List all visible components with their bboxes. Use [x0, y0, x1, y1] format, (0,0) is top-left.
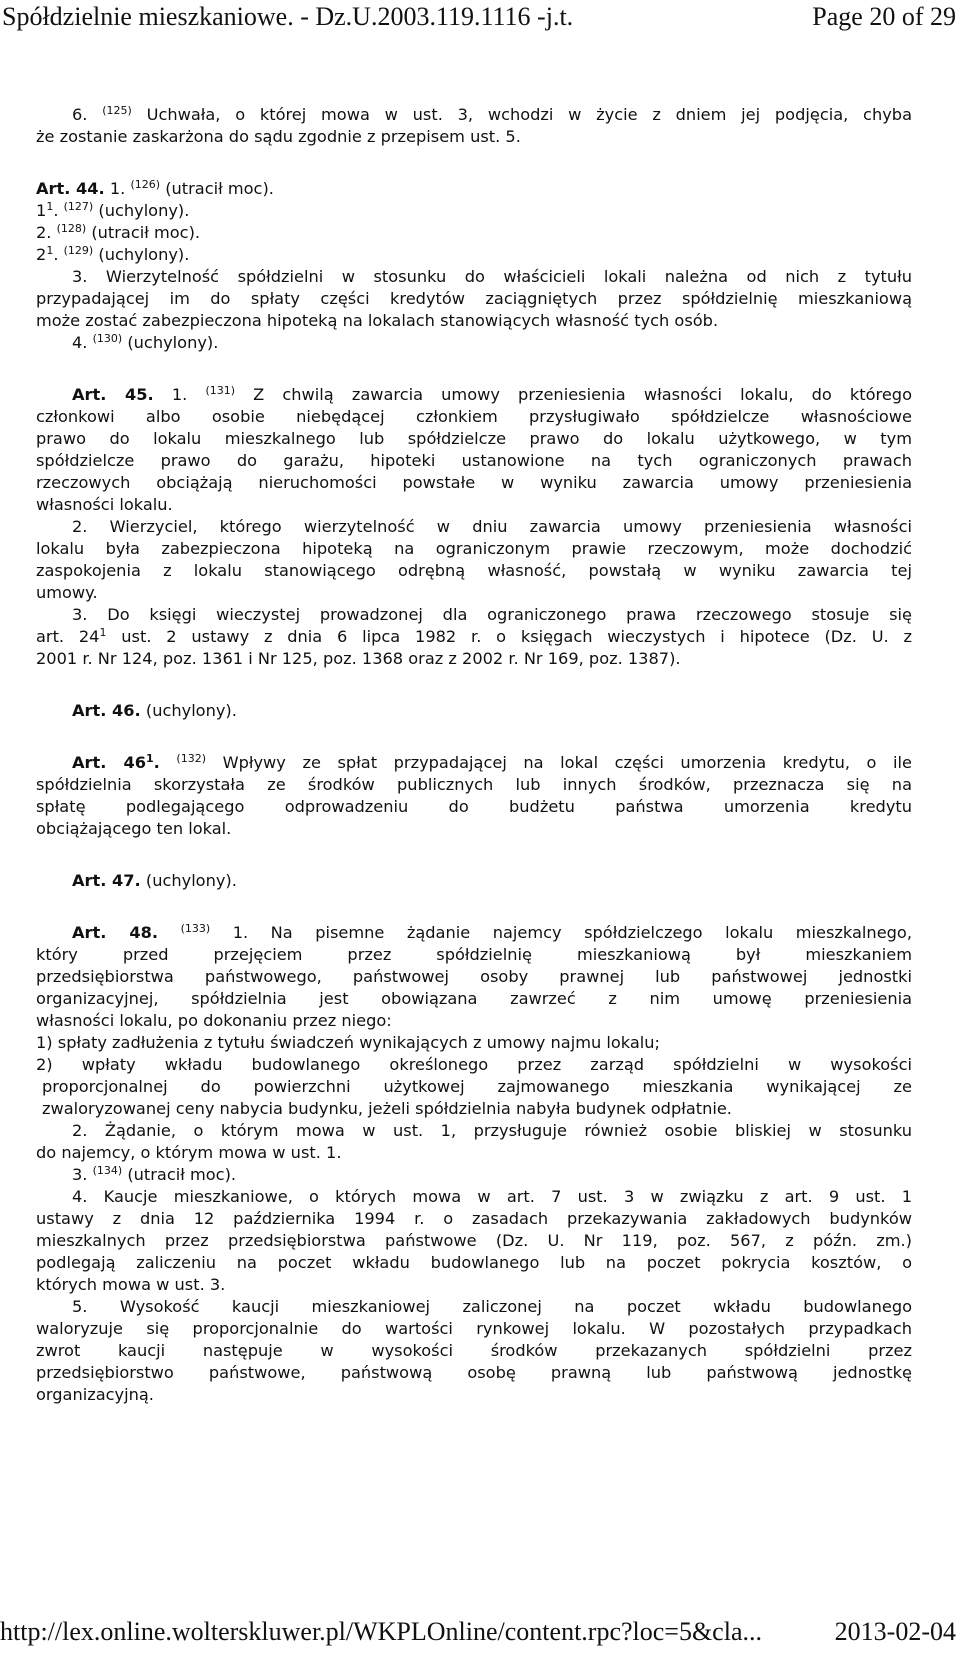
text-line: do najemcy, o którym mowa w ust. 1.	[36, 1143, 342, 1162]
text-line: $1^1$. $^{(127)}$ (uchylony).	[36, 200, 190, 220]
footnote-ref: (128)	[56, 222, 87, 235]
text-line: 4. Kaucje mieszkaniowe, o których mowa w art. 7 ust. 3 w związku z art. 9 ust. 1	[72, 1187, 912, 1206]
text-line: spłatę podlegającego odprowadzeniu do budżetu państwa umorzenia kredytu	[36, 797, 912, 816]
text-line: Art. 45. 1. $^{(131)}$ Z chwilą zawarcia umowy przeniesienia własności lokalu, do którego	[72, 384, 912, 404]
text-line: Art. 44. 1. $^{(126)}$ (utracił moc).	[36, 178, 274, 198]
text-line: umowy.	[36, 583, 98, 602]
footnote-ref: (133)	[180, 922, 211, 935]
text-line: może zostać zabezpieczona hipoteką na lokalach stanowiących własność tych osób.	[36, 311, 719, 330]
article-46	[36, 700, 912, 722]
text-line: 3. Wierzytelność spółdzielni w stosunku do właścicieli lokali należna od nich z tytułu	[72, 267, 912, 286]
text-line: Art. 46. (uchylony).	[72, 701, 237, 720]
page-number: Page 20 of 29	[812, 2, 956, 31]
text-line: lokalu była zabezpieczona hipoteką na ograniczonym prawie rzeczowym, może dochodzić	[36, 539, 912, 558]
page-header	[0, 0, 960, 40]
footnote-ref: (126)	[130, 178, 161, 191]
page-footer	[0, 1615, 960, 1654]
text-line: organizacyjną.	[36, 1385, 154, 1404]
document-title: Spółdzielnie mieszkaniowe. - Dz.U.2003.119.1116 -j.t.	[2, 2, 574, 31]
footnote-ref: (130)	[92, 332, 123, 345]
text-line: 2. Wierzyciel, którego wierzytelność w dniu zawarcia umowy przeniesienia własności	[72, 517, 912, 536]
text-line: $2^1$. $^{(129)}$ (uchylony).	[36, 244, 190, 264]
article-label: Art. 46.	[72, 701, 141, 720]
article-47	[36, 870, 912, 892]
text-line: zwrot kaucji następuje w wysokości środków przekazanych spółdzielni przez	[36, 1341, 912, 1360]
text-line: spółdzielcze prawo do garażu, hipoteki ustanowione na tych ograniczonych prawach	[36, 451, 912, 470]
text-line: własności lokalu.	[36, 495, 173, 514]
footnote-ref: (131)	[205, 384, 236, 397]
text-line: przedsiębiorstwo państwowe, państwową osobę prawną lub państwową jednostkę	[36, 1363, 912, 1382]
text-line: rzeczowych obciążają nieruchomości powstałe w wyniku zawarcia umowy przeniesienia	[36, 473, 912, 492]
text-line: członkowi albo osobie niebędącej członkiem przysługiwało spółdzielcze własnościowe	[36, 407, 912, 426]
text-line: Art. 47. (uchylony).	[72, 871, 237, 890]
article-label: Art. 48.	[72, 923, 159, 942]
text-line: 3. Do księgi wieczystej prowadzonej dla ograniczonego prawa rzeczowego stosuje się	[72, 605, 912, 624]
text-line: waloryzuje się proporcjonalnie do wartości rynkowej lokalu. W pozostałych przypadkach	[36, 1319, 912, 1338]
text-line: 5. Wysokość kaucji mieszkaniowej zaliczonej na poczet wkładu budowlanego	[72, 1297, 912, 1316]
footnote-ref: (127)	[63, 200, 94, 213]
text-line: mieszkalnych przez przedsiębiorstwa państwowe (Dz. U. Nr 119, poz. 567, z późn. zm.)	[36, 1231, 912, 1250]
text-line: prawo do lokalu mieszkalnego lub spółdzielcze prawo do lokalu użytkowego, w tym	[36, 429, 912, 448]
text-line: których mowa w ust. 3.	[36, 1275, 226, 1294]
source-url: http://lex.online.wolterskluwer.pl/WKPLOnline/content.rpc?loc=5&cla...	[0, 1617, 762, 1646]
list-item: 1) spłaty zadłużenia z tytułu świadczeń wynikających z umowy najmu lokalu;	[36, 1033, 660, 1052]
text-line: 3. $^{(134)}$ (utracił moc).	[72, 1164, 237, 1184]
paragraph-6	[36, 104, 912, 148]
article-48	[36, 922, 912, 1406]
text-line: który przed przejęciem przez spółdzielnię mieszkaniową był mieszkaniem	[36, 945, 912, 964]
text-line: art. $24^1$ ust. 2 ustawy z dnia 6 lipca 1982 r. o księgach wieczystych i hipotece (Dz. U. z	[36, 626, 913, 646]
article-label: Art. 44.	[36, 179, 105, 198]
document-body	[36, 104, 912, 1406]
text-line: Art. $46^1$. $^{(132)}$ Wpływy ze spłat przypadającej na lokal części umorzenia kredytu, o ile	[72, 752, 912, 772]
text-line: podlegają zaliczeniu na poczet wkładu budowlanego lub na poczet pokrycia kosztów, o	[36, 1253, 912, 1272]
article-label: Art. 47.	[72, 871, 141, 890]
text-line: że zostanie zaskarżona do sądu zgodnie z przepisem ust. 5.	[36, 127, 521, 146]
text-line: Art. 48. $^{(133)}$ 1. Na pisemne żądanie najemcy spółdzielczego lokalu mieszkalnego,	[72, 922, 912, 942]
article-label: Art. 45.	[72, 385, 154, 404]
article-label: Art. $46^1$.	[72, 752, 160, 772]
text-line: 2. Żądanie, o którym mowa w ust. 1, przysługuje również osobie bliskiej w stosunku	[72, 1121, 912, 1140]
list-item: 2) wpłaty wkładu budowlanego określonego przez zarząd spółdzielni w wysokości	[36, 1055, 912, 1074]
footnote-ref: (129)	[63, 244, 94, 257]
text-line: 2001 r. Nr 124, poz. 1361 i Nr 125, poz. 1368 oraz z 2002 r. Nr 169, poz. 1387).	[36, 649, 681, 668]
text-line: zwaloryzowanej ceny nabycia budynku, jeżeli spółdzielnia nabyła budynek odpłatnie.	[42, 1099, 732, 1118]
text-line: 4. $^{(130)}$ (uchylony).	[72, 332, 219, 352]
text-line: obciążającego ten lokal.	[36, 819, 232, 838]
text-line: proporcjonalnej do powierzchni użytkowej zajmowanego mieszkania wynikającej ze	[42, 1077, 912, 1096]
print-date: 2013-02-04	[834, 1617, 956, 1646]
text-line: 6. $^{(125)}$ Uchwała, o której mowa w ust. 3, wchodzi w życie z dniem jej podjęcia, chyba	[72, 104, 912, 124]
footnote-ref: (134)	[92, 1164, 123, 1177]
text-line: przedsiębiorstwa państwowego, państwowej osoby prawnej lub państwowej jednostki	[36, 967, 912, 986]
text-line: organizacyjnej, spółdzielnia jest obowiązana zawrzeć z nim umowę przeniesienia	[36, 989, 912, 1008]
text-line: przypadającej im do spłaty części kredytów zaciągniętych przez spółdzielnię mieszkaniową	[36, 289, 912, 308]
text-line: ustawy z dnia 12 października 1994 r. o zasadach przekazywania zakładowych budynków	[36, 1209, 912, 1228]
footnote-ref: (125)	[102, 104, 132, 117]
text-line: własności lokalu, po dokonaniu przez niego:	[36, 1011, 392, 1030]
text-line: zaspokojenia z lokalu stanowiącego odrębną własność, powstałą w wyniku zawarcia tej	[36, 561, 912, 580]
footnote-ref: (132)	[176, 752, 206, 765]
text-line: 2. $^{(128)}$ (utracił moc).	[36, 222, 201, 242]
text-line: spółdzielnia skorzystała ze środków publicznych lub innych środków, przeznacza się na	[36, 775, 912, 794]
article-46-1	[36, 752, 912, 840]
article-44	[36, 178, 912, 354]
article-45	[36, 384, 912, 670]
